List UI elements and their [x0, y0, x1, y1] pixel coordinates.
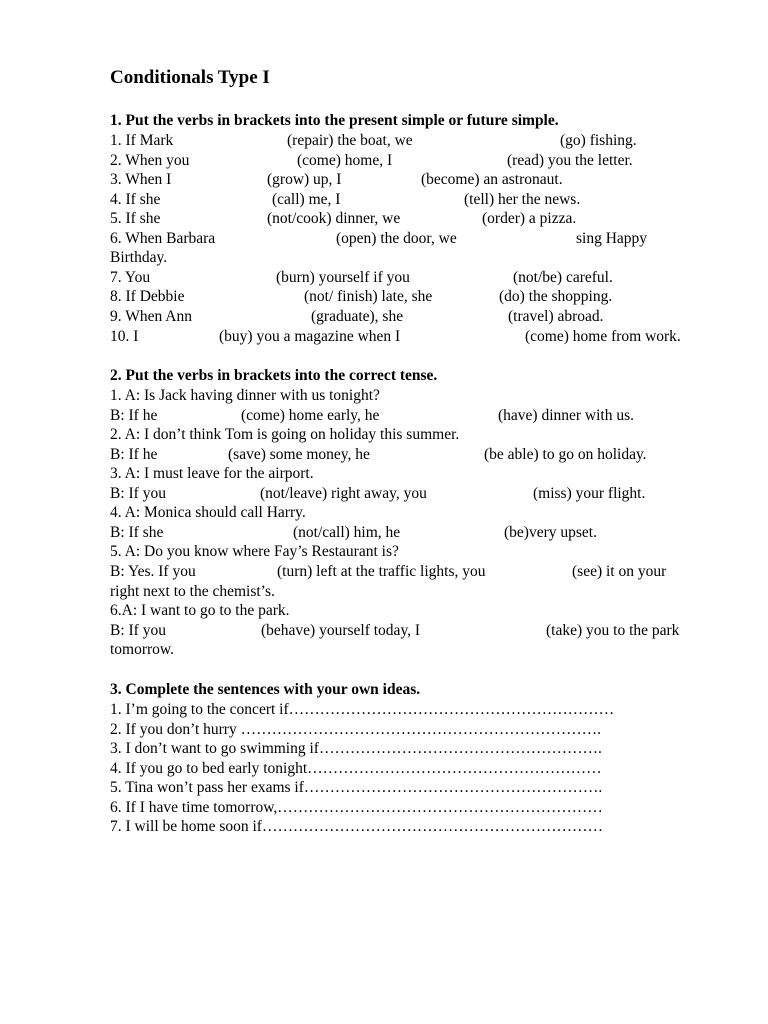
line-text: 5. If she: [110, 210, 161, 228]
exercise-line: [0, 759, 768, 779]
exercise-line: [0, 386, 768, 406]
exercise-line: [0, 248, 768, 268]
line-text-after-blank: (repair) the boat, we: [287, 132, 413, 149]
section-heading-text: 3. Complete the sentences with your own ideas.: [110, 681, 421, 698]
line-text-after-blank: (travel) abroad.: [508, 308, 604, 325]
line-text-after-blank: (order) a pizza.: [482, 210, 577, 228]
exercise-line: [0, 445, 768, 465]
line-text: 3. A: I must leave for the airport.: [110, 465, 314, 483]
exercise-line: [0, 778, 768, 798]
line-text-after-blank: (grow) up, I: [267, 171, 342, 189]
line-text-after-blank: (take) you to the park: [546, 621, 680, 639]
line-text: 3. I don’t want to go swimming if……………………………………………….: [110, 740, 602, 758]
exercise-line: [0, 720, 768, 740]
line-text: B: If you: [110, 621, 166, 639]
exercise-line: [0, 190, 768, 210]
line-text: 6.A: I want to go to the park.: [110, 602, 290, 619]
line-text-after-blank: (have) dinner with us.: [498, 406, 635, 424]
line-text: B: If she: [110, 523, 164, 541]
line-text: B: Yes. If you: [110, 563, 196, 580]
line-text-after-blank: sing Happy: [576, 229, 648, 247]
line-text-after-blank: (not/be) careful.: [513, 268, 613, 286]
line-text-after-blank: (miss) your flight.: [533, 484, 646, 502]
line-text: 2. If you don’t hurry …………………………………………………………….: [110, 720, 601, 738]
exercise-line: [0, 523, 768, 543]
line-text: tomorrow.: [110, 641, 174, 659]
line-text-after-blank: (not/leave) right away, you: [260, 484, 427, 502]
line-text: 7. I will be home soon if…………………………………………………………: [110, 818, 603, 836]
line-text-after-blank: (go) fishing.: [560, 132, 637, 149]
line-text-after-blank: (tell) her the news.: [464, 190, 581, 208]
section-2-heading: [0, 366, 768, 386]
exercise-line: [0, 406, 768, 426]
line-text-after-blank: (come) home, I: [297, 151, 393, 169]
exercise-line: [0, 229, 768, 249]
line-text: 4. If she: [110, 190, 161, 208]
exercise-line: [0, 700, 768, 720]
line-text: 6. When Barbara: [110, 229, 216, 247]
line-text: B: If you: [110, 484, 166, 502]
line-text-after-blank: (do) the shopping.: [499, 288, 613, 306]
line-text: 3. When I: [110, 171, 172, 189]
line-text-after-blank: (burn) yourself if you: [276, 268, 410, 286]
line-text: 6. If I have time tomorrow,………………………………………………………: [110, 798, 603, 816]
exercise-line: [0, 131, 768, 151]
line-text-after-blank: (come) home from work.: [525, 327, 681, 345]
line-text: 5. A: Do you know where Fay’s Restaurant is?: [110, 543, 399, 561]
line-text: 7. You: [110, 268, 151, 286]
line-text-after-blank: (not/ finish) late, she: [304, 288, 433, 306]
exercise-line: [0, 268, 768, 288]
line-text-after-blank: (be able) to go on holiday.: [484, 445, 647, 463]
line-text: 9. When Ann: [110, 308, 192, 325]
exercise-line: [0, 739, 768, 759]
line-text: 5. Tina won’t pass her exams if………………………………………………….: [110, 779, 603, 797]
line-text: 2. When you: [110, 151, 190, 169]
section-heading-text: 1. Put the verbs in brackets into the present simple or future simple.: [110, 112, 559, 129]
line-text: 1. I’m going to the concert if………………………………………………………: [110, 701, 615, 718]
line-text: B: If he: [110, 406, 158, 424]
line-text: B: If he: [110, 445, 158, 463]
exercise-line: [0, 817, 768, 837]
exercise-line: [0, 425, 768, 445]
line-text-after-blank: (behave) yourself today, I: [261, 621, 421, 639]
exercise-line: [0, 640, 768, 660]
section-1-heading: [0, 111, 768, 131]
exercise-line: [0, 327, 768, 347]
line-text-after-blank: (call) me, I: [272, 190, 341, 208]
exercise-line: [0, 307, 768, 327]
exercise-line: [0, 151, 768, 171]
exercise-line: [0, 542, 768, 562]
exercise-line: [0, 503, 768, 523]
line-text-after-blank: (see) it on your: [572, 563, 667, 580]
line-text: 1. A: Is Jack having dinner with us tonight?: [110, 387, 380, 404]
line-text: 4. If you go to bed early tonight…………………………………………………: [110, 759, 602, 777]
exercise-line: [0, 287, 768, 307]
exercise-line: [0, 582, 768, 602]
exercise-line: [0, 562, 768, 582]
line-text-after-blank: (be)very upset.: [504, 523, 597, 541]
exercise-line: [0, 209, 768, 229]
line-text: 8. If Debbie: [110, 288, 185, 306]
line-text-after-blank: (not/cook) dinner, we: [267, 210, 401, 228]
section-heading-text: 2. Put the verbs in brackets into the correct tense.: [110, 367, 438, 384]
section-3-heading: [0, 680, 768, 700]
line-text-after-blank: (buy) you a magazine when I: [219, 327, 401, 345]
page-title: Conditionals Type I: [110, 67, 270, 88]
exercise-line: [0, 601, 768, 621]
line-text: 10. I: [110, 327, 139, 345]
line-text: 4. A: Monica should call Harry.: [110, 504, 306, 522]
line-text: 1. If Mark: [110, 132, 174, 149]
line-text-after-blank: (read) you the letter.: [507, 151, 633, 169]
exercise-line: [0, 170, 768, 190]
exercise-line: [0, 484, 768, 504]
exercise-line: [0, 464, 768, 484]
line-text: right next to the chemist’s.: [110, 582, 275, 600]
exercise-line: [0, 621, 768, 641]
line-text-after-blank: (turn) left at the traffic lights, you: [277, 563, 486, 580]
line-text-after-blank: (become) an astronaut.: [421, 171, 563, 189]
line-text-after-blank: (come) home early, he: [241, 406, 380, 424]
line-text-after-blank: (graduate), she: [311, 308, 404, 325]
line-text: Birthday.: [110, 249, 168, 267]
exercise-line: [0, 798, 768, 818]
line-text-after-blank: (open) the door, we: [336, 229, 457, 247]
line-text: 2. A: I don’t think Tom is going on holiday this summer.: [110, 426, 460, 444]
line-text-after-blank: (not/call) him, he: [293, 523, 401, 541]
line-text-after-blank: (save) some money, he: [228, 445, 370, 463]
